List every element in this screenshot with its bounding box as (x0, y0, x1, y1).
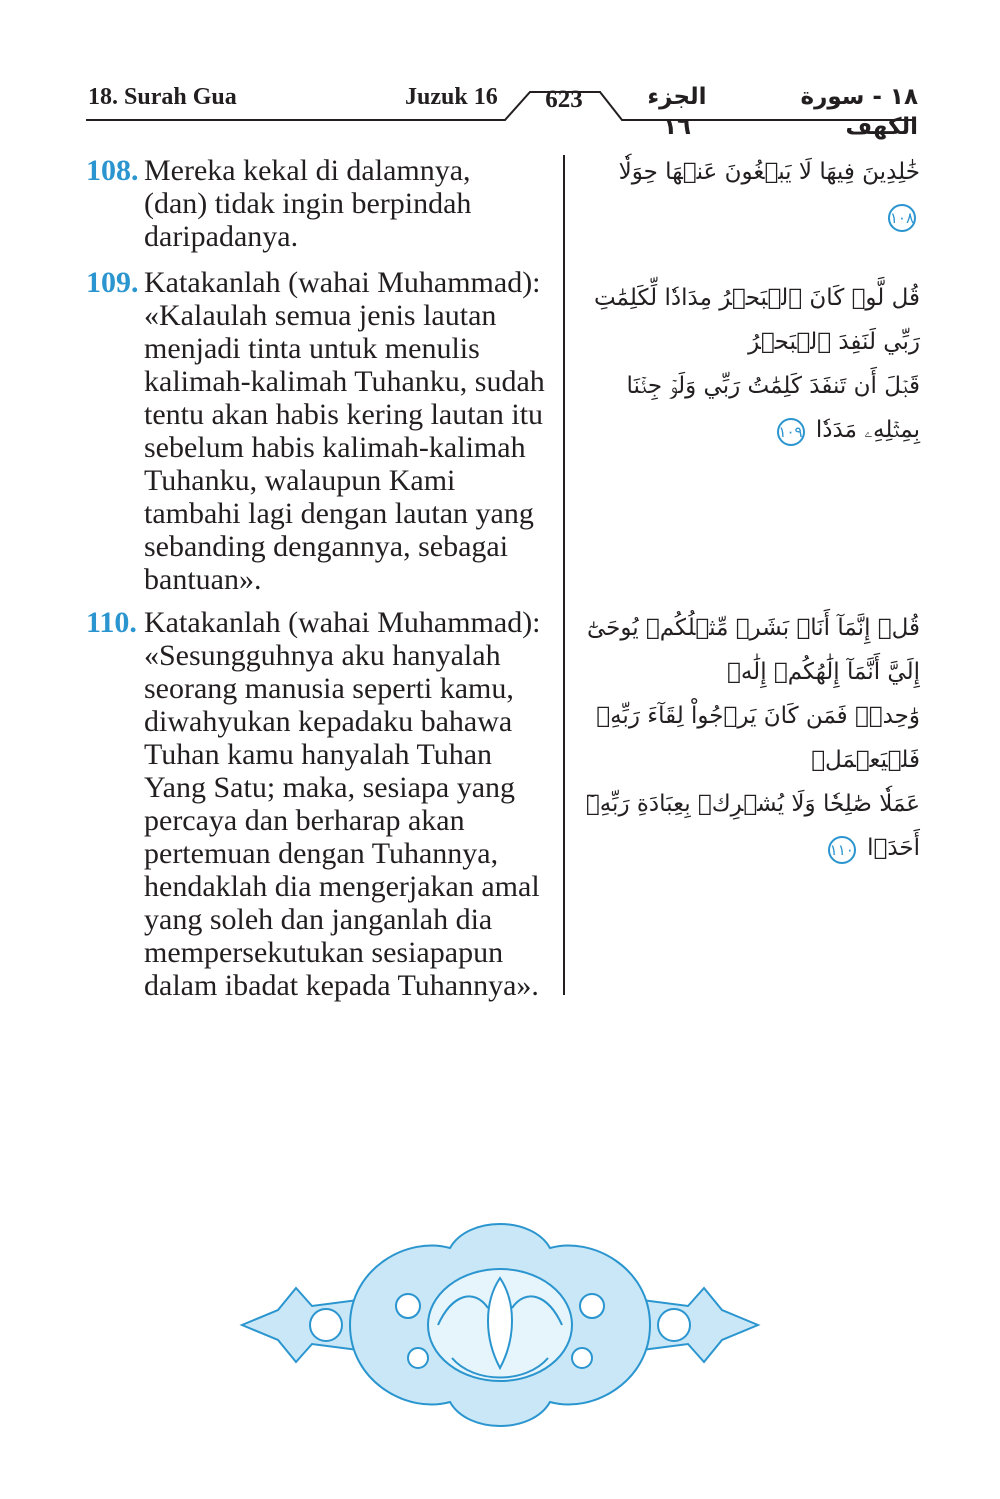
verse-109 (86, 266, 556, 596)
ornament-left-flower (310, 1309, 342, 1341)
arabic-line (584, 150, 920, 238)
verse-line: «Kalaulah semua jenis lautan (144, 299, 497, 332)
verse-line: seorang manusia seperti kamu, (144, 672, 514, 705)
decorative-ornament (238, 1208, 762, 1442)
verse-line: percaya dan berharap akan (144, 804, 465, 837)
juz-label: Juzuk 16 (405, 84, 498, 110)
verse-number: 110. (86, 606, 137, 639)
verse-line: «Sesungguhnya aku hanyalah (144, 639, 501, 672)
verse-line: Katakanlah (wahai Muhammad): (144, 266, 541, 299)
verse-line: pertemuan dengan Tuhannya, (144, 837, 499, 870)
verse-line: tambahi lagi dengan lautan yang (144, 497, 534, 530)
ornament-right-flower (658, 1309, 690, 1341)
verse-number: 108. (86, 154, 139, 187)
verse-line: Katakanlah (wahai Muhammad): (144, 606, 541, 639)
arabic-verse-109 (584, 276, 920, 452)
surah-arabic: ١٨ - سورة الكهف (800, 84, 918, 140)
arabic-verse-110 (584, 606, 920, 870)
arabic-line (584, 782, 920, 870)
verse-line: diwahyukan kepadaku bahawa (144, 705, 513, 738)
verse-line: dalam ibadat kepada Tuhannya». (144, 969, 539, 1002)
verse-line: Mereka kekal di dalamnya, (144, 154, 471, 187)
page-number: 623 (545, 86, 583, 113)
arabic-text: عَمَلٗا صَٰلِحٗا وَلَا يُشۡرِكۡ بِعِبَادَةِ رَبِّهِۦٓ أَحَدَۢا (585, 791, 920, 861)
verse-text (144, 154, 556, 253)
verse-108 (86, 154, 556, 253)
verse-line: mempersekutukan sesiapapun (144, 936, 504, 969)
arabic-line: وَٰحِدٞۖ فَمَن كَانَ يَرۡجُواْ لِقَآءَ رَبِّهِۦ فَلۡيَعۡمَلۡ (596, 703, 920, 773)
verse-line: Tuhanku, walaupun Kami (144, 464, 456, 497)
ayah-end-mark: ١٠٩ (777, 418, 805, 446)
column-divider (563, 155, 565, 995)
verse-line: sebanding dengannya, sebagai (144, 530, 509, 563)
verse-text (144, 606, 556, 1002)
ayah-end-mark: ١١٠ (828, 836, 856, 864)
verse-line: (dan) tidak ingin berpindah (144, 187, 472, 220)
verse-text (144, 266, 556, 596)
arabic-line: قُل لَّوۡ كَانَ ٱلۡبَحۡرُ مِدَادٗا لِّكَلِمَٰتِ رَبِّي لَنَفِدَ ٱلۡبَحۡرُ (593, 285, 920, 355)
verse-line: daripadanya. (144, 220, 299, 253)
verse-line: sebelum habis kalimah-kalimah (144, 431, 526, 464)
verse-line: tentu akan habis kering lautan itu (144, 398, 544, 431)
verse-line: Tuhan kamu hanyalah Tuhan (144, 738, 493, 771)
verse-line: Yang Satu; maka, sesiapa yang (144, 771, 516, 804)
verse-line: menjadi tinta untuk menulis (144, 332, 480, 365)
surah-title: 18. Surah Gua (88, 84, 237, 110)
ornament-flower-d (572, 1348, 592, 1368)
ornament-flower-a (396, 1294, 420, 1318)
ornament-flower-b (580, 1294, 604, 1318)
verse-110 (86, 606, 556, 1002)
verse-line: kalimah-kalimah Tuhanku, sudah (144, 365, 545, 398)
arabic-text: قَبۡلَ أَن تَنفَدَ كَلِمَٰتُ رَبِّي وَلَوۡ جِئۡنَا بِمِثۡلِهِۦ مَدَدٗا (626, 373, 920, 443)
arabic-line: قُلۡ إِنَّمَآ أَنَا۠ بَشَرٞ مِّثۡلُكُمۡ يُوحَىٰٓ إِلَيَّ أَنَّمَآ إِلَٰهُكُمۡ إِلَٰهٞ (586, 615, 920, 685)
arabic-text: خَٰلِدِينَ فِيهَا لَا يَبۡغُونَ عَنۡهَا حِوَلٗا (618, 159, 920, 185)
ayah-end-mark: ١٠٨ (888, 204, 916, 232)
verse-line: bantuan». (144, 563, 262, 596)
arabic-verse-108 (584, 150, 920, 238)
verse-line: yang soleh dan janganlah dia (144, 903, 493, 936)
verse-line: hendaklah dia mengerjakan amal (144, 870, 540, 903)
ornament-flower-c (408, 1348, 428, 1368)
verse-number: 109. (86, 266, 139, 299)
juz-arabic: الجزء ١٦ (647, 84, 707, 140)
arabic-line (584, 364, 920, 452)
